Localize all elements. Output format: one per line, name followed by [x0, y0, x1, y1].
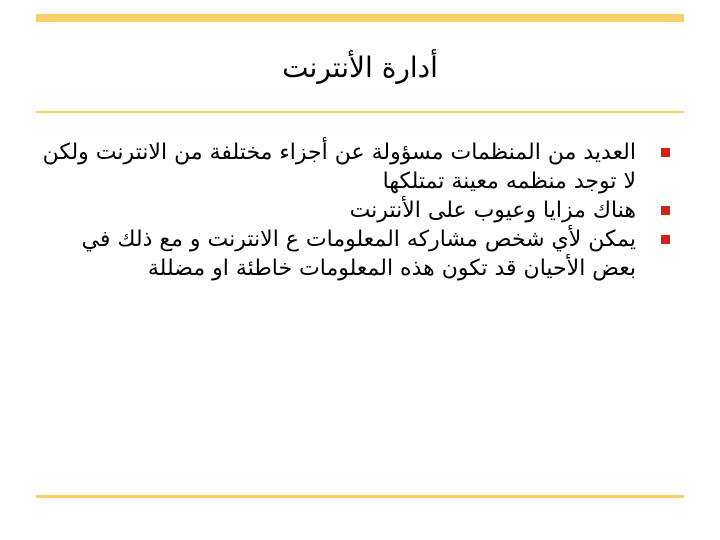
square-bullet-icon	[661, 148, 670, 157]
title-divider	[36, 111, 684, 113]
bottom-accent-rule	[36, 495, 684, 498]
square-bullet-icon	[661, 235, 670, 244]
bullet-item	[40, 225, 672, 283]
bullet-item	[40, 138, 672, 196]
top-accent-rule	[36, 14, 684, 22]
slide-title: أدارة الأنترنت	[282, 51, 438, 84]
bullet-text: يمكن لأي شخص مشاركه المعلومات ع الانترنت و مع ذلك في بعض الأحيان قد تكون هذه المعلومات خاطئة او مضللة	[81, 227, 636, 281]
bullet-text: العديد من المنظمات مسؤولة عن أجزاء مختلفة من الانترنت ولكن لا توجد منظمه معينة تمتلكها	[42, 140, 636, 194]
bullet-list	[40, 138, 672, 283]
bullet-item	[40, 196, 672, 225]
bullet-text: هناك مزايا وعيوب على الأنترنت	[349, 198, 636, 223]
square-bullet-icon	[661, 206, 670, 215]
